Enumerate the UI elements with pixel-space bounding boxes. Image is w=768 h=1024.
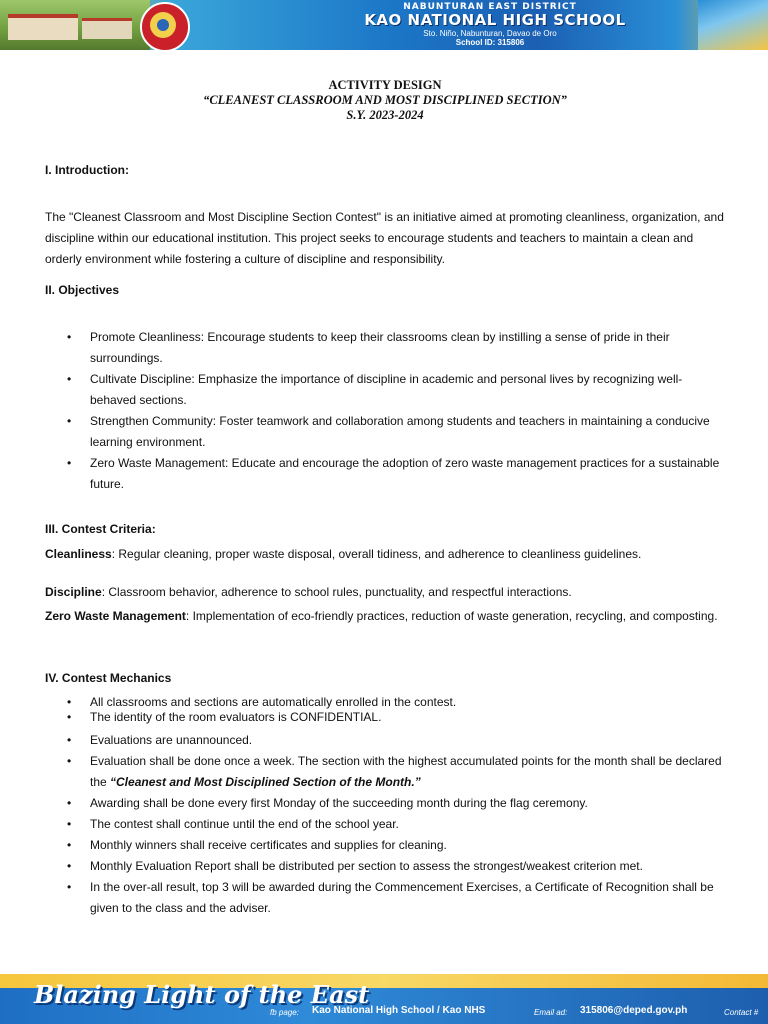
footer-banner	[0, 974, 768, 1024]
mechanics-heading: IV. Contest Mechanics	[45, 671, 172, 685]
mechanic-item: • The identity of the room evaluators is CONFIDENTIAL.	[45, 710, 725, 725]
email-link[interactable]: 315806@deped.gov.ph	[580, 1005, 688, 1016]
school-id: School ID: 315806	[455, 38, 525, 47]
mechanic-item: • The contest shall continue until the end of the school year.	[45, 814, 725, 835]
mechanics-list	[45, 695, 725, 919]
intro-heading: I. Introduction:	[45, 163, 129, 177]
criterion-term: Zero Waste Management	[45, 609, 186, 623]
slogan: Blazing Light of the East	[34, 980, 370, 1009]
criterion-discipline	[45, 585, 725, 600]
objective-item: • Zero Waste Management: Educate and encourage the adoption of zero waste management practices for a sustainable future.	[45, 453, 725, 495]
title-line-3: S.Y. 2023-2024	[346, 108, 424, 122]
mechanic-item: • In the over-all result, top 3 will be awarded during the Commencement Exercises, a Certificate of Recognition shall be given to the class and the adviser.	[45, 877, 725, 919]
fb-label: fb page:	[270, 1008, 299, 1017]
school-name: KAO NATIONAL HIGH SCHOOL	[364, 11, 626, 29]
title-line-2: “CLEANEST CLASSROOM AND MOST DISCIPLINED SECTION”	[203, 93, 567, 107]
criterion-zero-waste	[45, 609, 725, 624]
mechanic-item: • Monthly winners shall receive certificates and supplies for cleaning.	[45, 835, 725, 856]
mechanic-item: • Awarding shall be done every first Monday of the succeeding month during the flag ceremony.	[45, 793, 725, 814]
criterion-text: : Classroom behavior, adherence to school rules, punctuality, and respectful interactions.	[101, 585, 572, 599]
school-address: Sto. Niño, Nabunturan, Davao de Oro	[423, 29, 557, 38]
mechanic-item: • Evaluations are unannounced.	[45, 730, 725, 751]
criterion-text: : Regular cleaning, proper waste disposal, overall tidiness, and adherence to cleanliness guidelines.	[111, 547, 642, 561]
emphasis-text: “Cleanest and Most Disciplined Section of the Month.”	[110, 775, 421, 789]
objectives-list	[45, 327, 725, 495]
criterion-term: Cleanliness	[45, 547, 112, 561]
criterion-term: Discipline	[45, 585, 102, 599]
criteria-heading: III. Contest Criteria:	[45, 522, 156, 536]
document-title	[45, 78, 725, 123]
email-label: Email ad:	[534, 1008, 568, 1017]
school-photo	[0, 0, 150, 50]
mechanic-item: • All classrooms and sections are automatically enrolled in the contest.	[45, 695, 725, 710]
fb-page-link[interactable]: Kao National High School / Kao NHS	[312, 1005, 486, 1016]
title-line-1: ACTIVITY DESIGN	[328, 78, 442, 92]
header-banner	[0, 0, 768, 50]
mechanic-item: • Monthly Evaluation Report shall be distributed per section to assess the strongest/weakest criterion met.	[45, 856, 725, 877]
mechanic-item-declared: • Evaluation shall be done once a week. The section with the highest accumulated points for the month shall be declared the “Cleanest and Most Disciplined Section of the Month.”	[45, 751, 725, 793]
contact-label: Contact #	[724, 1008, 759, 1017]
objective-item: • Cultivate Discipline: Emphasize the importance of discipline in academic and personal lives by recognizing well-behaved sections.	[45, 369, 725, 411]
criterion-text: : Implementation of eco-friendly practices, reduction of waste generation, recycling, and composting.	[185, 609, 718, 623]
intro-text: The "Cleanest Classroom and Most Discipline Section Contest" is an initiative aimed at promoting cleanliness, organization, and discipline within our educational institution. This project seeks to encourage students and teachers to maintain a clean and orderly environment while fostering a culture of discipline and responsibility.	[45, 210, 724, 266]
objective-item: • Promote Cleanliness: Encourage students to keep their classrooms clean by instilling a sense of pride in their surroundings.	[45, 327, 725, 369]
objective-item: • Strengthen Community: Foster teamwork and collaboration among students and teachers in maintaining a conducive learning environment.	[45, 411, 725, 453]
objectives-heading: II. Objectives	[45, 283, 120, 297]
criterion-cleanliness	[45, 547, 725, 562]
district-name: NABUNTURAN EAST DISTRICT	[403, 2, 577, 12]
